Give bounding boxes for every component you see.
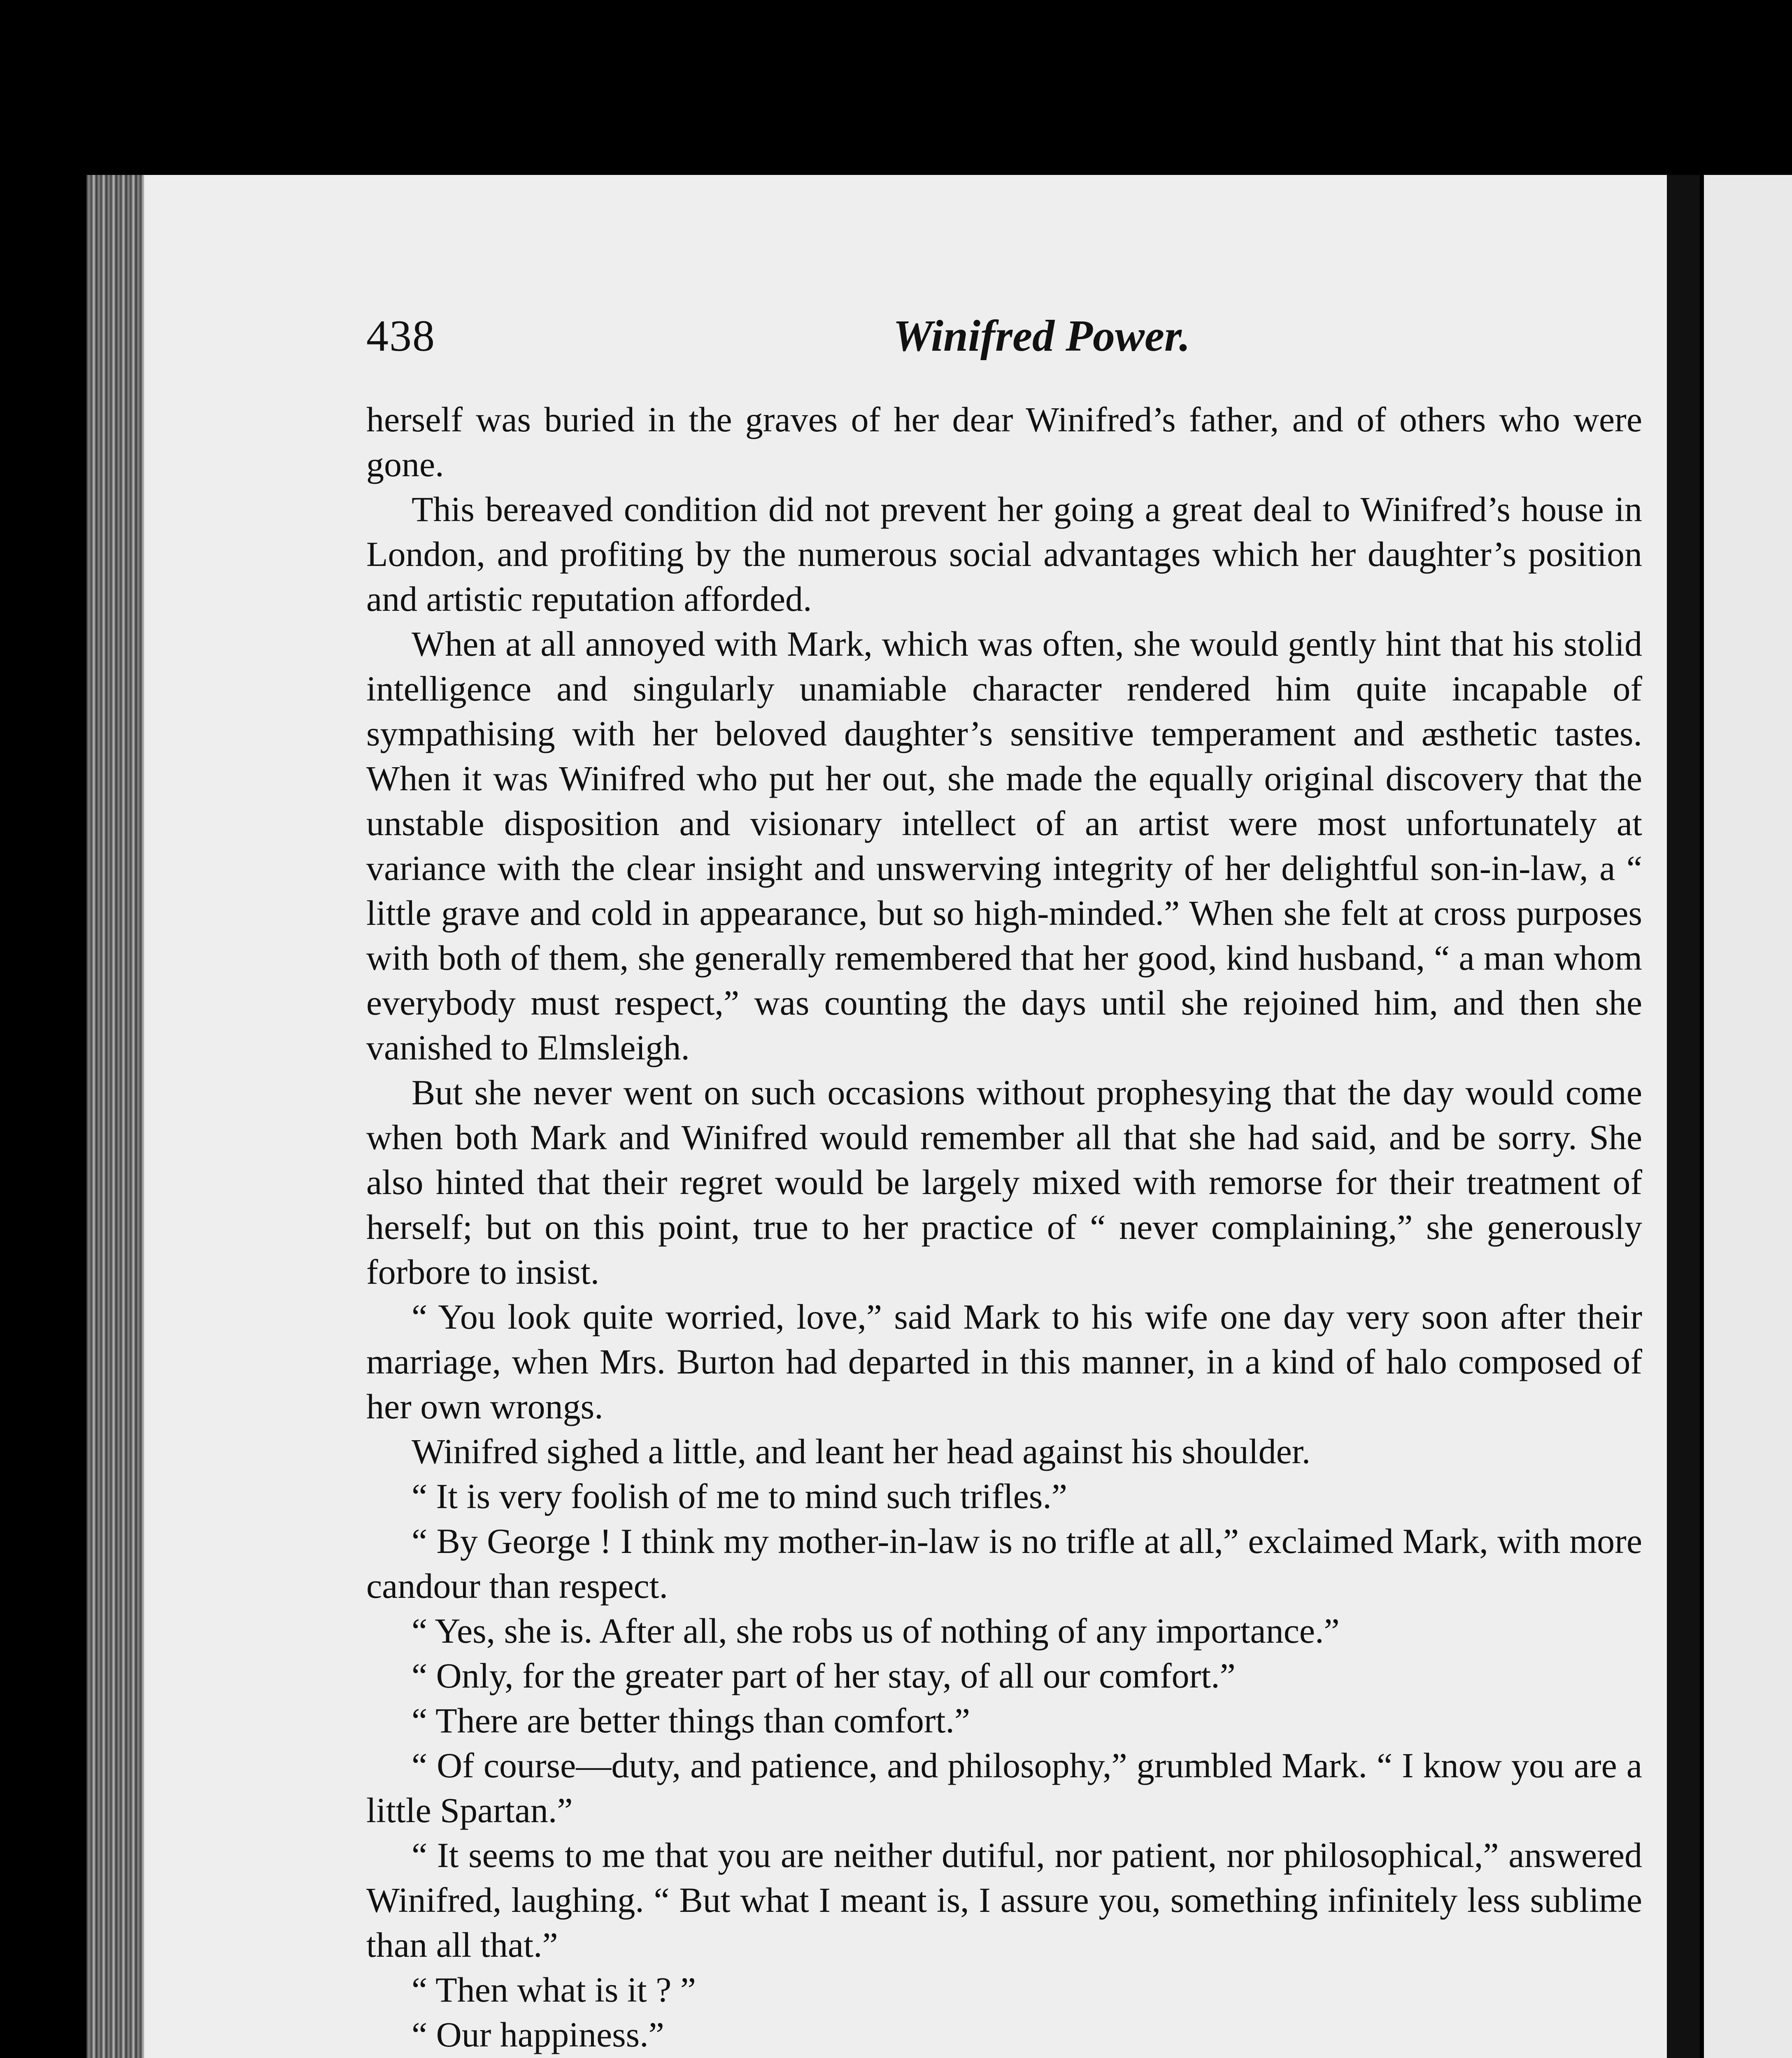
body-text (366, 397, 1642, 2057)
paragraph: “ Only, for the greater part of her stay, of all our comfort.” (412, 1656, 1236, 1695)
page-stack-edge (86, 175, 144, 2058)
page-header (366, 311, 1663, 368)
paragraph: When at all annoyed with Mark, which was often, she would gently hint that his stolid intelligence and singularly unamiable character rendered him quite incapable of sympathising with her beloved daughter’s sensitive temperament and æsthetic tastes. When it was Winifred who put her out, she made the equally original discovery that the unstable disposition and visionary intellect of an artist were most unfortunately at variance with the clear insight and unswerving integrity of her delightful son-in-law, a “ little grave and cold in appearance, but so high-minded.” When she felt at cross purposes with both of them, she generally remembered that her good, kind husband, “ a man whom everybody must respect,” was counting the days until she rejoined him, and then she vanished to Elmsleigh. (366, 624, 1642, 1067)
paragraph: “ Then what is it ? ” (412, 1970, 696, 2009)
running-title: Winifred Power. (893, 312, 1191, 361)
paragraph: This bereaved condition did not prevent her going a great deal to Winifred’s house in London, and profiting by the numerous social advantages which her daughter’s position and artistic reputation afforded. (366, 489, 1642, 619)
paragraph: Winifred sighed a little, and leant her head against his shoulder. (412, 1432, 1311, 1471)
paragraph: “ By George ! I think my mother-in-law is no trifle at all,” exclaimed Mark, with more candour than respect. (366, 1521, 1642, 1606)
paragraph: “ There are better things than comfort.” (412, 1701, 970, 1740)
paragraph: “ Yes, she is. After all, she robs us of nothing of any importance.” (412, 1611, 1340, 1651)
facing-page-edge (1704, 175, 1792, 2058)
paragraph: “ It seems to me that you are neither dutiful, nor patient, nor philosophical,” answered Winifred, laughing. “ But what I meant is, I assure you, something infinitely less sublime than all that.” (366, 1835, 1642, 1965)
paragraph: But she never went on such occasions without prophesying that the day would come when both Mark and Winifred would remember all that she had said, and be sorry. She also hinted that their regret would be largely mixed with remorse for their treatment of herself; but on this point, true to her practice of “ never complaining,” she generously forbore to insist. (366, 1073, 1642, 1292)
paragraph: “ You look quite worried, love,” said Mark to his wife one day very soon after their marriage, when Mrs. Burton had departed in this manner, in a kind of halo composed of her own wrongs. (366, 1297, 1642, 1426)
book-page (86, 175, 1700, 2058)
paragraph: “ Our happiness.” (412, 2015, 664, 2054)
page-number: 438 (366, 312, 435, 361)
paragraph: herself was buried in the graves of her dear Winifred’s father, and of others who were gone. (366, 400, 1642, 484)
gutter-shadow (1667, 175, 1700, 2058)
paragraph: “ It is very foolish of me to mind such trifles.” (412, 1476, 1068, 1516)
paragraph: “ Of course—duty, and patience, and philosophy,” grumbled Mark. “ I know you are a little Spartan.” (366, 1746, 1642, 1830)
